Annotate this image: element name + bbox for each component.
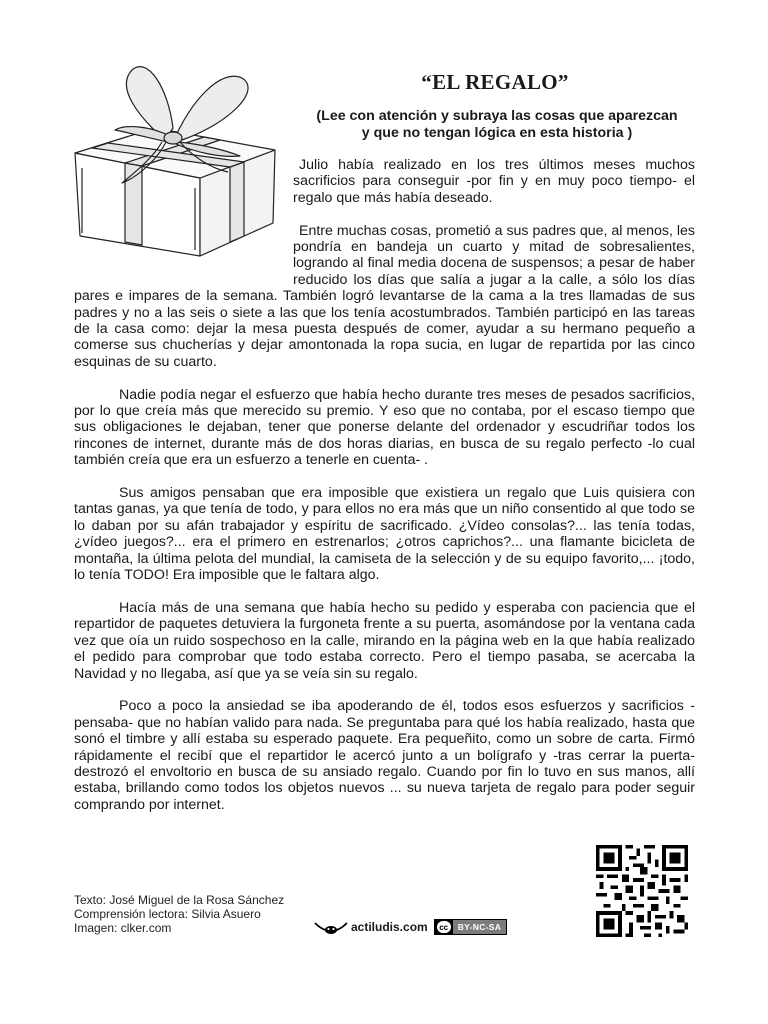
story-paragraph-5: Hacía más de una semana que había hecho su pedido y esperaba con paciencia que el repartidor de paquetes detuviera la furgoneta frente a su puerta, asomándose por la ventana cada vez que oía un ruido sospechoso en la calle, mirando en la página web en la que había realizado el pedido para comprobar que todo estaba correcto. Pero el tiempo pasaba, se acercaba la Navidad y no llegaba, así que ya se veía sin su regalo. (74, 599, 695, 682)
story-paragraph-2: Entre muchas cosas, prometió a sus padres que, al menos, les pondría en bandeja un cuarto y mitad de sobresalientes, logrando al final media docena de suspensos; a pesar de haber reducido los días que salía a jugar a la calle, a sólo los días pares e impares de la semana. También logró levantarse de la cama a la tres llamadas de sus padres y no a las seis o siete a las que los tenía acostumbrados. También participó en las tareas de la casa como: dejar la mesa puesta después de comer, ayudar a su hermano pequeño a comerse sus chucherías y dejar amontonada la ropa sucia, en lugar de repartida por las cinco esquinas de su cuarto. (74, 222, 695, 370)
license-badge (434, 919, 508, 935)
instruction-line-1: (Lee con atención y subraya las cosas que aparezcan (316, 108, 678, 124)
story-paragraph-4: Sus amigos pensaban que era imposible que existiera un regalo que Luis quisiera con tantas ganas, ya que tenía de todo, y para ellos no era más que un niño consentido al que todo se lo daban por su afán trabajador y espíritu de sacrificado. ¿Vídeo consolas?... las tenía todas, ¿vídeo juegos?... era el primero en estrenarlos; ¿otros caprichos?... una flamante bicicleta de montaña, la última pelota del mundial, la camiseta de la selección y de su equipo favorito,... ¡todo, lo tenía TODO! Era imposible que le faltara algo. (74, 485, 695, 584)
story-paragraph-6: Poco a poco la ansiedad se iba apoderando de él, todos esos esfuerzos y sacrificios -pensaba- que no habían valido para nada. Se preguntaba para qué los había realizado, hasta que sonó el timbre y allí estaba su esperado paquete. Era pequeñito, como un sobre de carta. Firmó rápidamente el recibí que el repartidor le acercó junto a un bolígrafo y -tras cerrar la puerta- destrozó el envoltorio en busca de su ansiado regalo. Cuando por fin lo tuvo en sus manos, allí estaba, brillando como todos los objetos nuevos ... su nueva tarjeta de regalo para poder seguir comprando por internet. (74, 698, 695, 813)
credit-reading: Comprensión lectora: Silvia Asuero (74, 907, 261, 921)
credit-image: Imagen: clker.com (74, 921, 172, 935)
actiludis-logo-icon (313, 919, 349, 935)
qr-code-icon (593, 845, 691, 937)
credit-text: Texto: José Miguel de la Rosa Sánchez (74, 893, 285, 907)
license-terms: BY-NC-SA (453, 920, 507, 934)
page-title: “EL REGALO” (421, 70, 569, 94)
story-paragraph-3: Nadie podía negar el esfuerzo que había hecho durante tres meses de pesados sacrificios, por lo que creía más que merecido su premio. Y eso que no contaba, por el escaso tiempo que sus obligaciones le dejaban, tener que ponerse delante del ordenador y escudriñar todos los rincones de internet, durante más de dos horas diarias, en busca de su regalo perfecto -lo cual también creía que era un esfuerzo a tenerle en cuenta- . (74, 386, 695, 469)
story-paragraph-1: Julio había realizado en los tres últimos meses muchos sacrificios para conseguir -por fin y en muy poco tiempo- el regalo que más había deseado. (293, 157, 695, 206)
instruction-line-2: y que no tengan lógica en esta historia ) (361, 125, 633, 141)
brand-footer (313, 918, 507, 936)
instruction-text (292, 108, 702, 142)
story-body (74, 157, 695, 830)
credits (74, 893, 284, 935)
brand-name: actiludis.com (351, 920, 428, 934)
cc-icon: cc (437, 921, 451, 933)
